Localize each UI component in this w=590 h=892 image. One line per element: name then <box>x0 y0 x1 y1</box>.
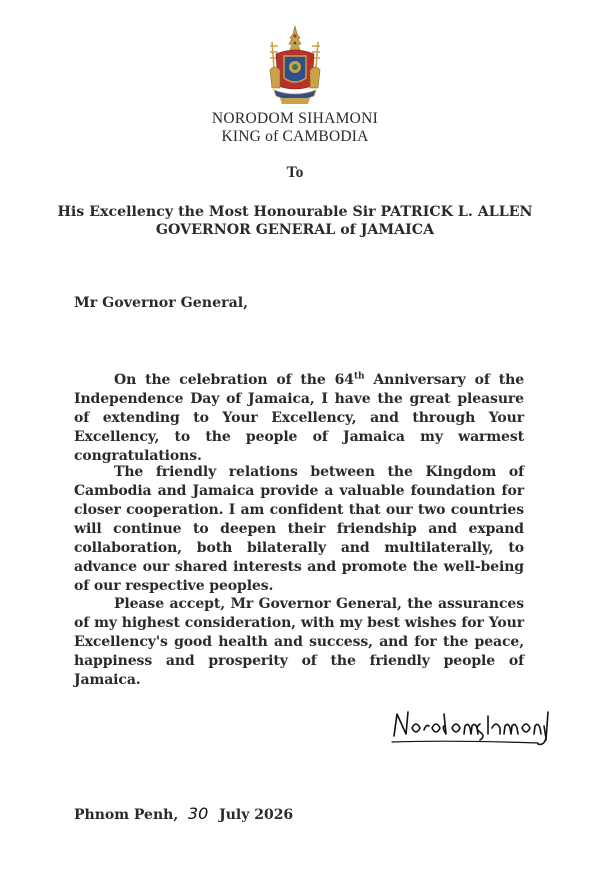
paragraph-closing: Please accept, Mr Governor General, the assurances of my highest consideration, with my best wishes for Your Excellency's good health and success, and for the peace, happiness and prosperity of the friendly people of Jamaica. <box>74 596 524 688</box>
paragraph-text: Anniversary of the Independence Day of Jamaica, I have the great pleasure of extending to Your Excellency, and through Your Excellency, to the people of Jamaica my warmest congratulations. <box>74 372 525 464</box>
royal-emblem-icon <box>262 24 328 108</box>
paragraph-congratulations <box>74 371 524 466</box>
king-name: NORODOM SIHAMONI <box>211 110 379 127</box>
handwritten-day: 30 <box>187 804 209 823</box>
salutation: Mr Governor General, <box>74 295 249 311</box>
month-year: July 2026 <box>219 807 294 823</box>
place-and-date <box>74 804 293 823</box>
addressee-line-2: GOVERNOR GENERAL of JAMAICA <box>155 222 435 238</box>
king-title: KING of CAMBODIA <box>221 128 369 145</box>
ordinal-suffix: th <box>353 371 365 382</box>
handwritten-signature <box>388 700 556 750</box>
addressee-line-1: His Excellency the Most Honourable Sir PATRICK L. ALLEN <box>57 204 533 220</box>
anniversary-number: 64 <box>334 372 354 388</box>
to-label: To <box>286 164 304 181</box>
place-name: Phnom Penh, <box>74 807 179 823</box>
paragraph-text: On the celebration of the <box>114 372 335 388</box>
paragraph-relations: The friendly relations between the Kingdom of Cambodia and Jamaica provide a valuable foundation for closer cooperation. I am confident that our two countries will continue to deepen their friendship and expand collaboration, both bilaterally and multilaterally, to advance our shared interests and promote the well-being of our respective peoples. <box>74 464 524 594</box>
